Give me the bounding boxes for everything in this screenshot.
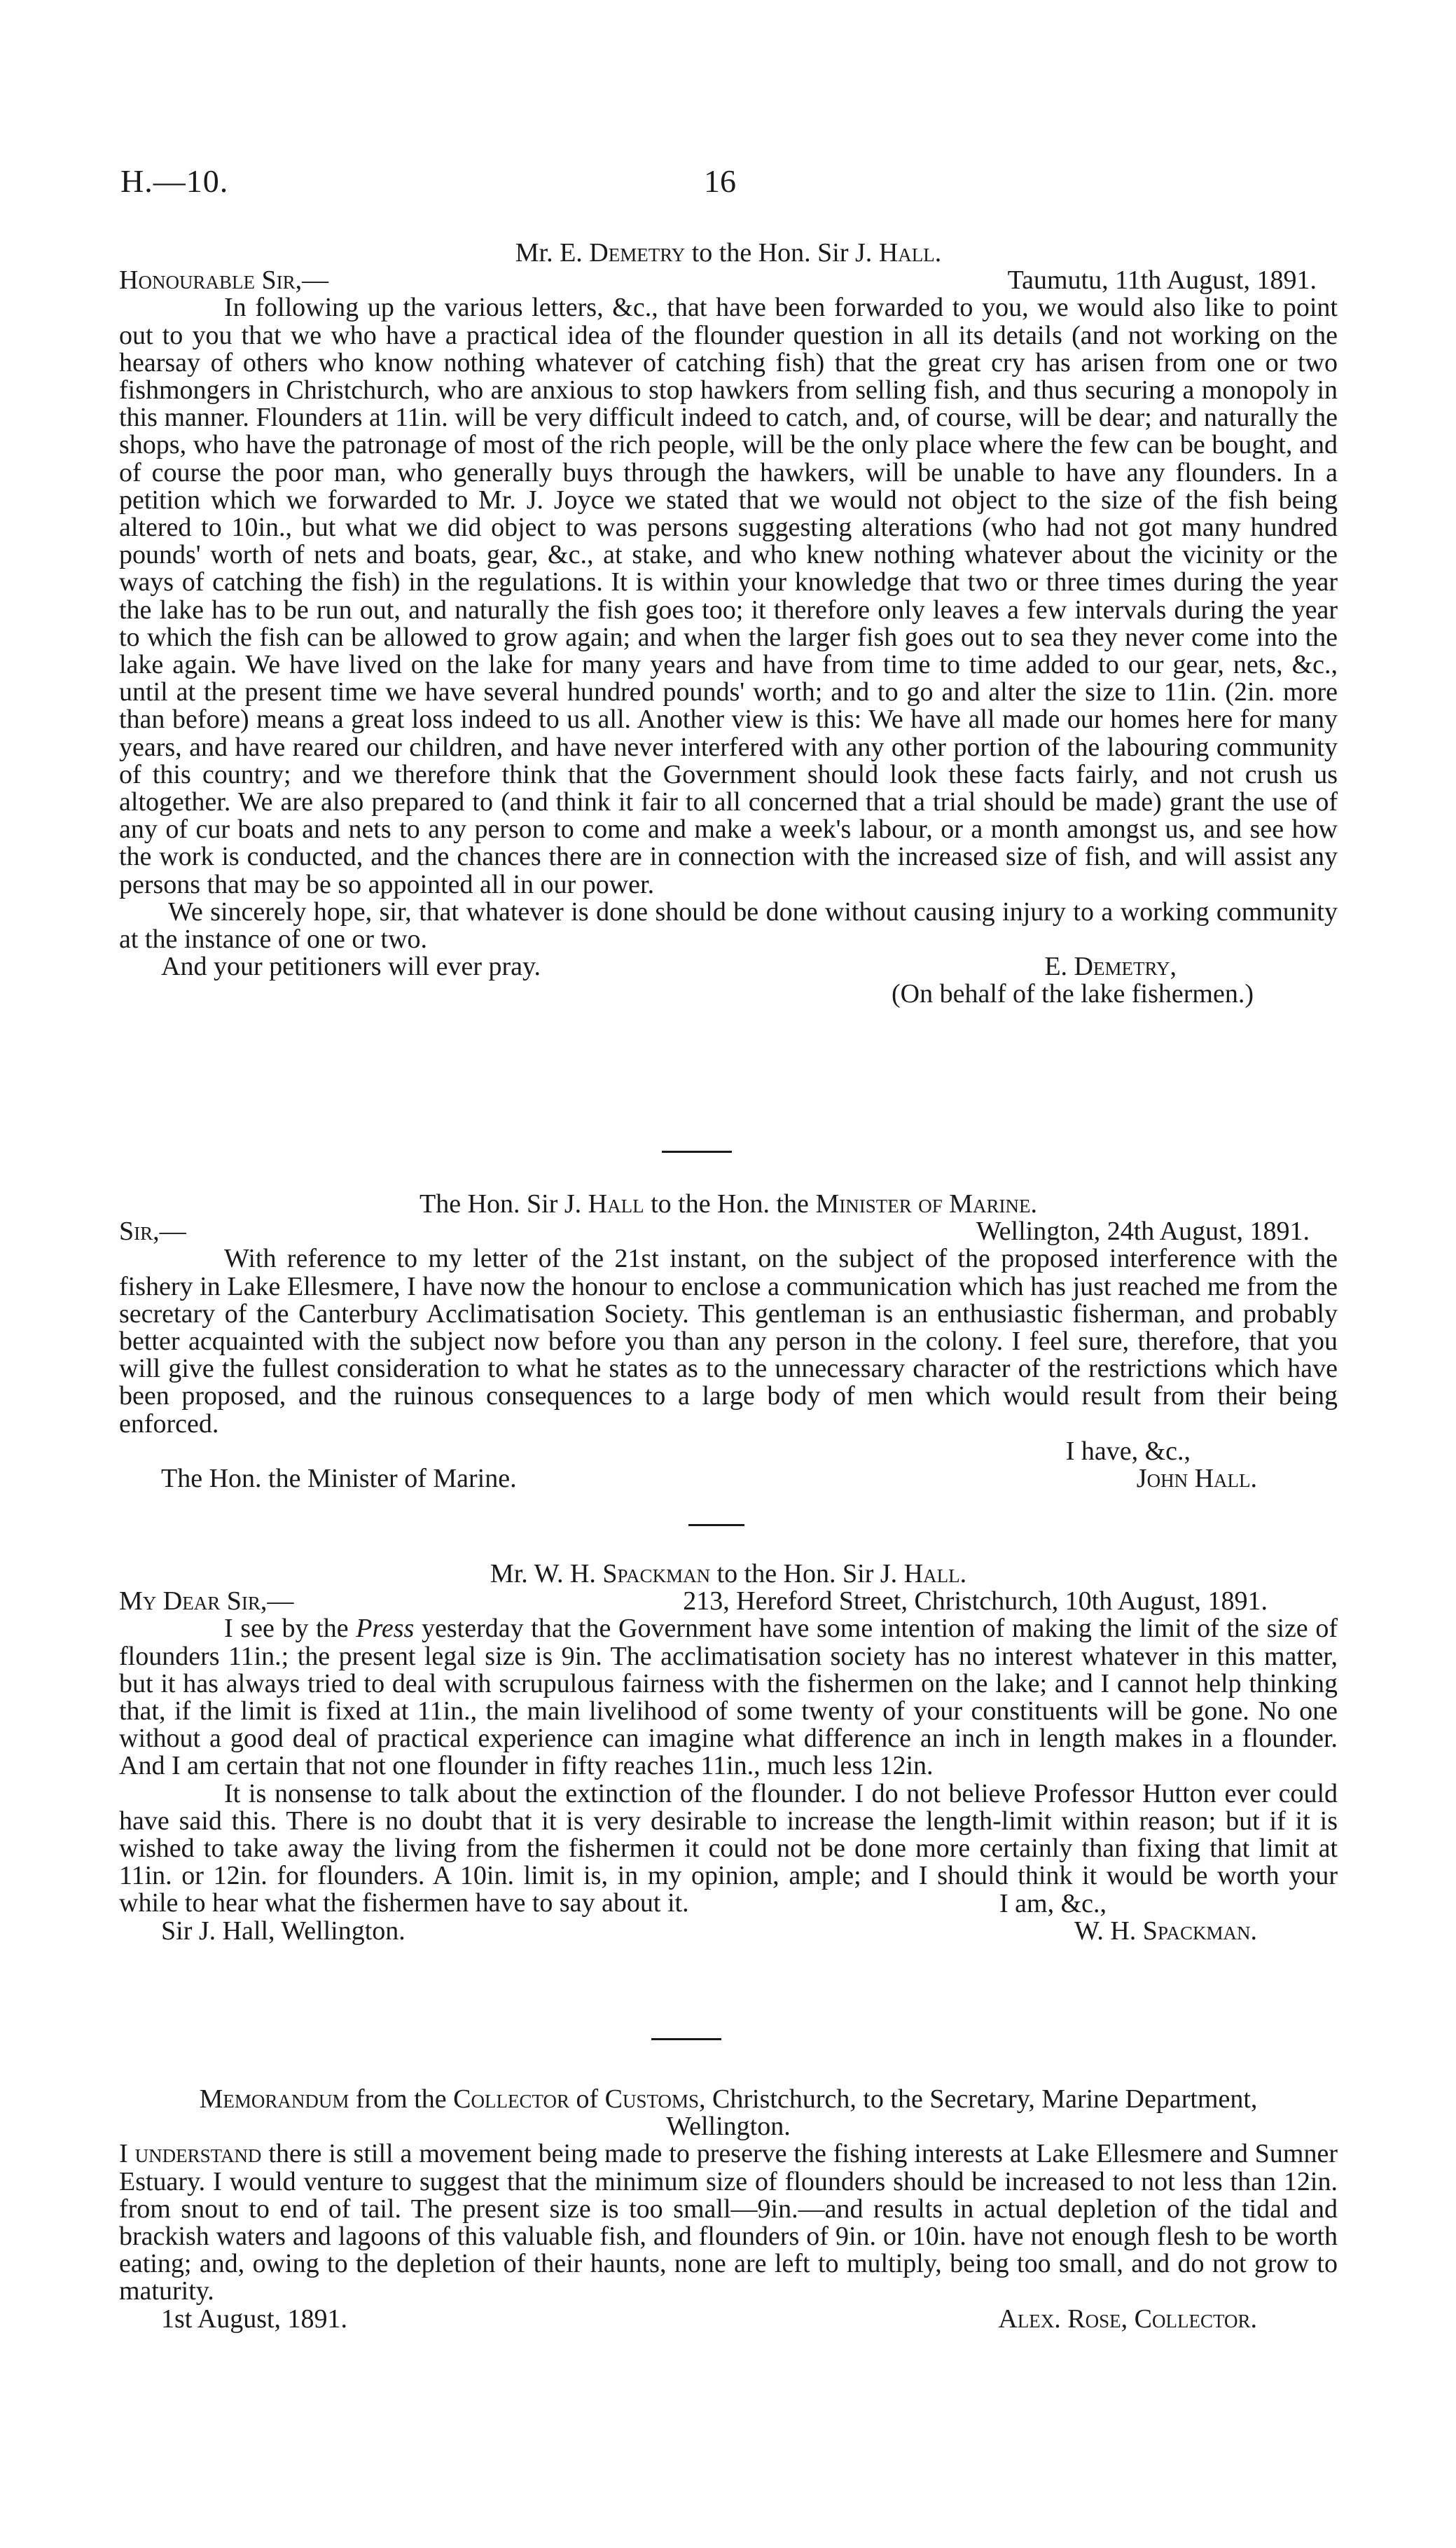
letter-body: I see by the Press yesterday that the Government have some intention of making the limit of the size of flounders 11in.; the present legal size is 9in. The acclimatisation society has no interest whatever in this matter, but it has always tried to deal with scrupulous fairness with the fishermen on the lake; and I cannot help thinking that, if the limit is fixed at 11in., the main livelihood of some twenty of your constituents will be gone. No one without a good deal of practical experience can imagine what difference an inch in length makes in a flounder. And I am certain that not one flounder in fifty reaches 11in., much less 12in. <box>119 1614 1338 1781</box>
memo-body: I understand there is still a movement being made to preserve the fishing interests at Lake Ellesmere and Sumner Estuary. I would venture to suggest that the minimum size of flounders should be increased to not less than 12in. from snout to end of tail. The present size is too small—9in.—and results in actual depletion of the tidal and brackish waters and lagoons of this valuable fish, and flounders of 9in. or 10in. have not enough flesh to be worth eating; and, owing to the depletion of their haunts, none are left to multiply, being too small, and do not grow to maturity. <box>119 2139 1338 2306</box>
addressee: The Hon. the Minister of Marine. <box>161 1464 517 1494</box>
letter-title: Mr. W. H. Spackman to the Hon. Sir J. Hall. <box>490 1559 967 1588</box>
signature: John Hall. <box>1136 1464 1257 1494</box>
signature-note: (On behalf of the lake fishermen.) <box>891 979 1254 1009</box>
memo-date: 1st August, 1891. <box>161 2304 348 2334</box>
closing-row <box>119 953 1338 981</box>
letter-hall-minister <box>119 1191 1338 1493</box>
letter-body-2: It is nonsense to talk about the extinction of the flounder. I do not believe Professor Hutton ever could have said this. There is no doubt that it is very desirable to increase the length-limit within reason; but if it is wished to take away the living from the fishermen it could not be done more certainly than fixing that limit at 11in. or 12in. for flounders. A 10in. limit is, in my opinion, ample; and I should think it would be worth your while to hear what the fishermen have to say about it. <box>119 1778 1338 1918</box>
signature: E. Demetry, <box>1044 952 1177 982</box>
salutation-row <box>119 267 1338 294</box>
letter-body: In following up the various letters, &c., that have been forwarded to you, we would also like to point out to you that we who have a practical idea of the flounder question in all its details (and not working on the hearsay of others who know nothing whatever of catching fish) that the great cry has arisen from one or two fishmongers in Christchurch, who are anxious to stop hawkers from selling fish, and thus securing a monopoly in this manner. Flounders at 11in. will be very difficult indeed to catch, and, of course, will be dear; and naturally the shops, who have the patronage of most of the rich people, will be the only place where the few can be bought, and of course the poor man, who generally buys through the hawkers, will be unable to have any flounders. In a petition which we forwarded to Mr. J. Joyce we stated that we would not object to the size of the fish being altered to 10in., but what we did object to was persons suggesting alterations (who had not got many hundred pounds' worth of nets and boats, gear, &c., at stake, and who knew nothing whatever about the vicinity or the ways of catching the fish) in the regulations. It is within your knowledge that two or three times during the year the lake has to be run out, and naturally the fish goes too; it therefore only leaves a few intervals during the year to which the fish can be allowed to grow again; and when the larger fish goes out to sea they never come into the lake again. We have lived on the lake for many years and have from time to time added to our gear, nets, &c., until at the present time we have several hundred pounds' worth; and to go and alter the size to 11in. (2in. more than before) means a great loss indeed to us all. Another view is this: We have all made our homes here for many years, and have reared our children, and have never interfered with any other portion of the labouring community of this country; and we therefore think that the Government should look these facts fairly, and not crush us altogether. We are also prepared to (and think it fair to all concerned that a trial should be made) grant the use of any of cur boats and nets to any person to come and make a week's labour, or a month amongst us, and see how the work is conducted, and the chances there are in connection with the increased size of fish, and will assist any persons that may be so appointed all in our power. <box>119 293 1338 899</box>
closing: And your petitioners will ever pray. <box>161 952 541 982</box>
signature: W. H. Spackman. <box>1074 1916 1257 1946</box>
salutation: Honourable Sir,— <box>119 265 329 296</box>
letter-title: The Hon. Sir J. Hall to the Hon. the Minister of Marine. <box>419 1189 1038 1219</box>
addressee-row <box>119 1918 1338 1945</box>
salutation-row <box>119 1218 1338 1245</box>
letter-demetry <box>119 240 1338 1009</box>
divider <box>688 1524 744 1526</box>
memorandum <box>119 2086 1338 2333</box>
addressee: Sir J. Hall, Wellington. <box>161 1916 405 1946</box>
memo-title: Memorandum from the Collector of Customs, Christchurch, to the Secretary, Marine Department, Wellington. <box>199 2084 1258 2142</box>
letter-body: With reference to my letter of the 21st instant, on the subject of the proposed interference with the fishery in Lake Ellesmere, I have now the honour to enclose a communication which has just reached me from the secretary of the Canterbury Acclimatisation Society. This gentleman is an enthusiastic fisherman, and probably better acquainted with the subject now before you than any person in the colony. I feel sure, therefore, that you will give the fullest consideration to what he states as to the unnecessary character of the restrictions which have been proposed, and the ruinous consequences to a large body of men which would result from their being enforced. <box>119 1244 1338 1439</box>
letter-body-2: We sincerely hope, sir, that whatever is done should be done without causing injury to a working community at the instance of one or two. <box>119 896 1338 955</box>
place-date: 213, Hereford Street, Christchurch, 10th August, 1891. <box>683 1586 1268 1616</box>
divider <box>662 1151 732 1153</box>
place-date: Wellington, 24th August, 1891. <box>976 1217 1310 1247</box>
signature: Alex. Rose, Collector. <box>998 2304 1257 2334</box>
closing: I have, &c., <box>1065 1436 1191 1466</box>
salutation: Sir,— <box>119 1217 186 1247</box>
salutation: My Dear Sir,— <box>119 1586 294 1616</box>
series-reference: H.—10. <box>120 163 229 199</box>
place-date: Taumutu, 11th August, 1891. <box>1007 265 1317 296</box>
salutation-row <box>119 1588 1338 1615</box>
closing: I am, &c., <box>999 1888 1107 1918</box>
addressee-row <box>119 1465 1338 1493</box>
letter-title: Mr. E. Demetry to the Hon. Sir J. Hall. <box>515 238 942 268</box>
page-number: 16 <box>704 163 736 199</box>
letter-spackman <box>119 1560 1338 1945</box>
divider <box>651 2038 721 2040</box>
memo-footer <box>119 2306 1338 2333</box>
